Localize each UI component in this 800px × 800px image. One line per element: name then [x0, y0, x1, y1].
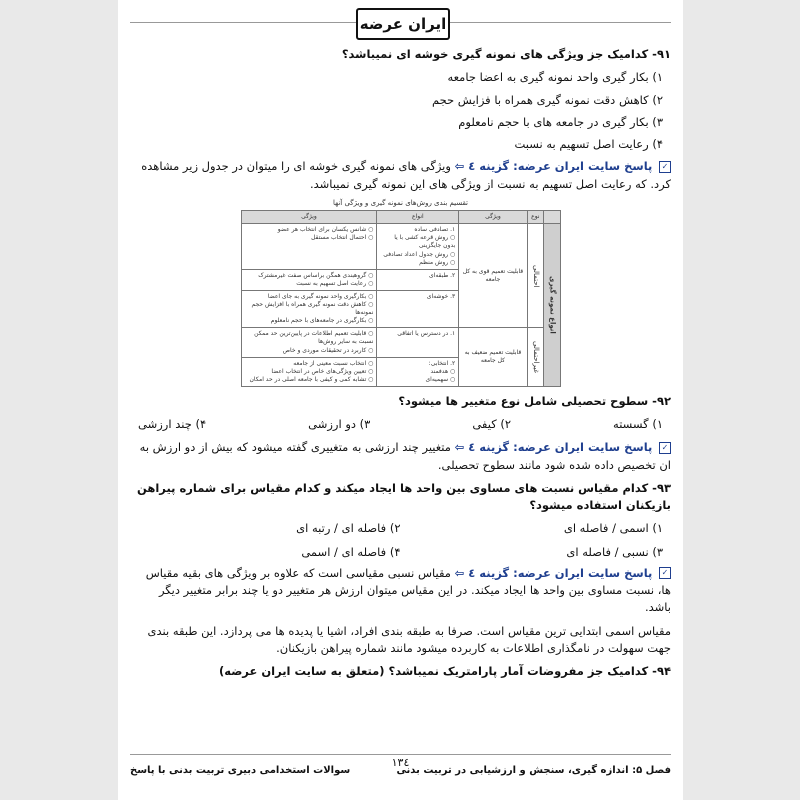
q93-option-2: ۲) فاصله ای / رتبه ای	[296, 521, 401, 536]
q92-option-1: ۱) گسسته	[613, 417, 663, 432]
prob-feature: قابلیت تعمیم قوی به کل جامعه	[459, 224, 527, 328]
sampling-table	[241, 210, 561, 387]
table-cell: ۳. خوشه‌ای	[377, 290, 459, 327]
th-kinds: انواع	[377, 211, 459, 224]
question-94: ۹۴- کدامیک جز مفروضات آمار پارامتریک نمیباشد؟ (متعلق به سایت ایران عرضه)	[218, 664, 671, 679]
q91-option-4: ۴) رعایت اصل تسهیم به نسبت	[514, 137, 663, 151]
table-cell: ○ گروهبندی همگن براساس صفت غیرمشترک ○ رعایت اصل تسهیم به نسبت	[241, 269, 377, 290]
q93-answer-label: پاسخ سایت ایران عرضه: گزینه ٤ ⇦	[454, 565, 653, 580]
checkbox-icon: ✓	[659, 567, 671, 579]
footer-chapter: فصل ۵: اندازه گیری، سنجش و ارزشیابی در تربیت بدنی	[396, 765, 671, 776]
q92-answer-label: پاسخ سایت ایران عرضه: گزینه ٤ ⇦	[454, 440, 653, 455]
question-92: ۹۲- سطوح تحصیلی شامل نوع متغییر ها میشود؟	[398, 393, 671, 408]
q91-answer	[130, 158, 671, 193]
checkbox-icon: ✓	[659, 161, 671, 173]
q93-option-3: ۳) نسبی / فاصله ای	[566, 544, 663, 559]
q91-answer-label: پاسخ سایت ایران عرضه: گزینه ٤ ⇦	[454, 159, 653, 174]
table-cell: ○ بکارگیری واحد نمونه گیری به جای اعضا ○ کاهش دقت نمونه گیری همراه با افزایش حجم نمونه‌ها ○ بکارگیری در جامعه‌های با حجم نامعلوم	[241, 290, 377, 327]
page-footer	[130, 765, 671, 776]
side-label: انواع نمونه گیری	[544, 224, 560, 387]
page-content	[130, 46, 671, 686]
question-91: ۹۱- کدامیک جز ویژگی های نمونه گیری خوشه ای نمیباشد؟	[341, 47, 671, 61]
site-logo	[356, 8, 450, 40]
table-cell: ۱. تصادفی ساده ○ روش قرعه کشی با یا بدون جایگزینی ○ روش جدول اعداد تصادفی ○ روش منظم	[377, 224, 459, 269]
q92-option-3: ۳) دو ارزشی	[308, 417, 371, 432]
table-cell: ○ قابلیت تعمیم اطلاعات در پایین‌ترین حد ممکن نسبت به سایر روش‌ها ○ کاربرد در تحقیقات موردی و خاص	[241, 328, 377, 357]
q91-option-2: ۲) کاهش دقت نمونه گیری همراه با فزایش حجم	[431, 92, 663, 107]
q93-extra: مقیاس اسمی ابتدایی ترین مقیاس است. صرفا به طبقه بندی افراد، اشیا یا پدیده ها می پردازد. این طبقه بندی جهت سهولت در نامگذاری اطلاعات به کاربرده میشود مانند شماره پیراهن بازیکنان.	[147, 623, 671, 655]
sampling-table-figure	[241, 199, 561, 387]
q92-option-2: ۲) کیفی	[472, 417, 512, 432]
q92-answer-text: متغییر چند ارزشی به متغییری گفته میشود که بیش از دو ارزش به ان تخصیص داده شده شود مانند سطوح تحصیلی.	[139, 440, 671, 472]
table-cell: ○ شانس یکسان برای انتخاب هر عضو ○ احتمال انتخاب مستقل	[241, 224, 377, 269]
table-cell: ۲. طبقه‌ای	[377, 269, 459, 290]
document-page	[118, 0, 683, 800]
question-93: ۹۳- کدام مقیاس نسبت های مساوی بین واحد ها ایجاد میکند و کدام مقیاس برای شماره پیراهن بازیکنان استفاده میشود؟	[137, 480, 671, 513]
table-cell: ۲. انتخابی: ○ هدفمند ○ سهمیه‌ای	[377, 357, 459, 386]
q93-option-4: ۴) فاصله ای / اسمی	[301, 544, 401, 559]
q91-option-1: ۱) بکار گیری واحد نمونه گیری به اعضا جامعه	[447, 70, 663, 85]
th-type: نوع	[527, 211, 543, 224]
checkbox-icon: ✓	[659, 442, 671, 454]
th-feature: ویژگی	[459, 211, 527, 224]
nonprob-type: غیراحتمالی	[527, 328, 543, 387]
q91-option-3: ۳) بکار گیری در جامعه های با حجم نامعلوم	[458, 114, 663, 129]
q93-options	[130, 520, 671, 561]
footer-book-title: سوالات استخدامی دبیری تربیت بدنی با پاسخ	[130, 765, 351, 776]
th-features: ویژگی	[241, 211, 377, 224]
table-cell: ○ انتخاب نسبت معینی از جامعه ○ تعیین ویژگی‌های خاص در انتخاب اعضا ○ تشابه کمی و کیفی با جامعه اصلی در حد امکان	[241, 357, 377, 386]
th-side	[544, 211, 560, 224]
q93-answer	[130, 565, 671, 617]
q93-answer-text: مقیاس نسبی مقیاسی است که علاوه بر ویژگی های بقیه مقیاس ها، نسبت مساوی بین واحد ها ایجاد میکند. در این مقیاس میتوان ارزش هر متغییر دو یا چند برابر متغییر دیگر باشد.	[145, 565, 671, 615]
q92-options	[130, 416, 671, 433]
q91-answer-text: ویژگی های نمونه گیری خوشه ای را میتوان در جدول زیر مشاهده کرد. که رعایت اصل تسهیم به نسبت از ویژگی های این نمونه گیری نمیباشد.	[141, 159, 671, 191]
nonprob-feature: قابلیت تعمیم ضعیف به کل جامعه	[459, 328, 527, 387]
logo-text: ایران عرضه	[359, 15, 447, 33]
q92-answer	[130, 439, 671, 474]
q92-option-4: ۴) چند ارزشی	[138, 417, 207, 432]
page-number: ١٣٤	[391, 756, 410, 769]
q93-option-1: ۱) اسمی / فاصله ای	[563, 521, 663, 536]
table-cell: ۱. در دسترس یا اتفاقی	[377, 328, 459, 357]
prob-type: احتمالی	[527, 224, 543, 328]
footer-rule	[130, 754, 671, 755]
figure-title: تقسیم بندی روش‌های نمونه گیری و ویژگی آنها	[333, 198, 468, 207]
